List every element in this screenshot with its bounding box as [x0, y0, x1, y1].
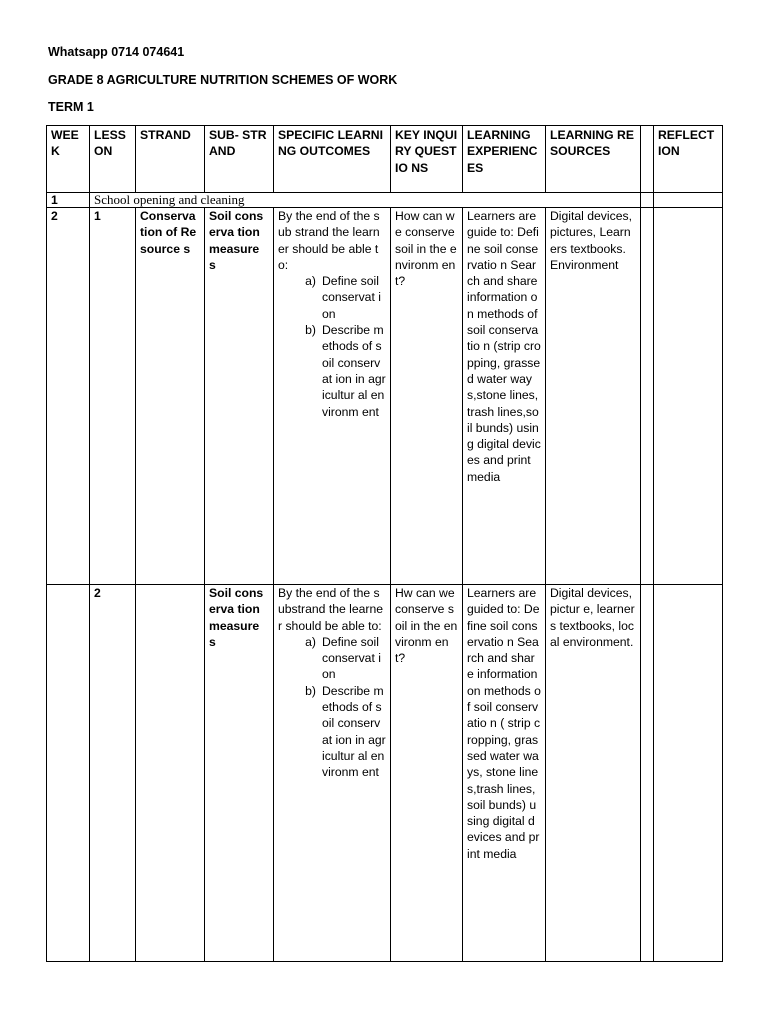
list-item: [278, 322, 386, 420]
cell-experiences: Learners are guide to: Define soil conservatio n Search and share information on methods of soil conservatio n (strip cropping, grassed water ways,stone lines,trash lines,soil bunds) using digital devices and print media: [463, 208, 546, 585]
cell-sub-strand: Soil conserva tion measure s: [205, 208, 274, 585]
cell-strand: Conserva tion of Resource s: [136, 208, 205, 585]
table-row: [47, 208, 723, 585]
cell-blank: [641, 208, 654, 585]
document-title: GRADE 8 AGRICULTURE NUTRITION SCHEMES OF WORK: [48, 73, 398, 87]
table-header-row: [47, 126, 723, 193]
term-label: TERM 1: [48, 100, 94, 114]
list-item-text: Describe methods of soil conservat ion in agricultur al environm ent: [322, 683, 386, 780]
outcomes-intro: By the end of the sub strand the learner should be able to:: [278, 209, 380, 272]
outcomes-intro: By the end of the substrand the learner should be able to:: [278, 586, 384, 633]
cell-blank: [641, 585, 654, 962]
outcomes-list: [278, 273, 386, 420]
col-header-sub-strand: SUB- STRAND: [205, 126, 274, 193]
col-header-inquiry: KEY INQUIRY QUESTIO NS: [391, 126, 463, 193]
list-marker: a): [305, 274, 316, 289]
cell-inquiry: Hw can we conserve soil in the environm ent?: [391, 585, 463, 962]
cell-lesson: 2: [90, 585, 136, 962]
cell-reflection: [654, 193, 723, 208]
list-item-text: Define soil conservat ion: [322, 634, 381, 682]
col-header-strand: STRAND: [136, 126, 205, 193]
cell-outcomes: [274, 208, 391, 585]
list-marker: a): [305, 634, 316, 649]
cell-blank: [641, 193, 654, 208]
col-header-resources: LEARNING RESOURCES: [546, 126, 641, 193]
list-item: [278, 683, 386, 781]
cell-week: 1: [47, 193, 90, 208]
cell-inquiry: How can we conserve soil in the environm ent?: [391, 208, 463, 585]
list-item-text: Define soil conservat ion: [322, 274, 381, 321]
cell-week: 2: [47, 208, 90, 585]
col-header-lesson: LESS ON: [90, 126, 136, 193]
col-header-outcomes: SPECIFIC LEARNING OUTCOMES: [274, 126, 391, 193]
list-marker: b): [305, 323, 316, 338]
cell-resources: Digital devices,pictur e, learners textbooks, local environment.: [546, 585, 641, 962]
scheme-of-work-table: [46, 125, 723, 962]
list-item: [278, 634, 386, 683]
col-header-experiences: LEARNING EXPERIENC ES: [463, 126, 546, 193]
col-header-blank: [641, 126, 654, 193]
cell-sub-strand: Soil conserva tion measure s: [205, 585, 274, 962]
outcomes-list: [278, 634, 386, 781]
cell-reflection: [654, 585, 723, 962]
col-header-week: WEE K: [47, 126, 90, 193]
table-row-opening: [47, 193, 723, 208]
cell-outcomes: [274, 585, 391, 962]
cell-strand: [136, 585, 205, 962]
cell-resources: Digital devices, pictures, Learners textbooks. Environment: [546, 208, 641, 585]
table-row: [47, 585, 723, 962]
cell-reflection: [654, 208, 723, 585]
list-item-text: Describe methods of soil conservat ion in agricultur al environm ent: [322, 323, 386, 419]
cell-week: [47, 585, 90, 962]
cell-lesson: 1: [90, 208, 136, 585]
whatsapp-contact: Whatsapp 0714 074641: [48, 45, 185, 59]
cell-experiences: Learners are guided to: Define soil conservatio n Search and share information on methods of soil conservatio n ( strip cropping, grassed water ways, stone lines,trash lines, soil bunds) using digital devices and print media: [463, 585, 546, 962]
cell-opening-text: School opening and cleaning: [90, 193, 641, 208]
list-marker: b): [305, 683, 316, 698]
col-header-reflection: REFLECT ION: [654, 126, 723, 193]
list-item: [278, 273, 386, 322]
